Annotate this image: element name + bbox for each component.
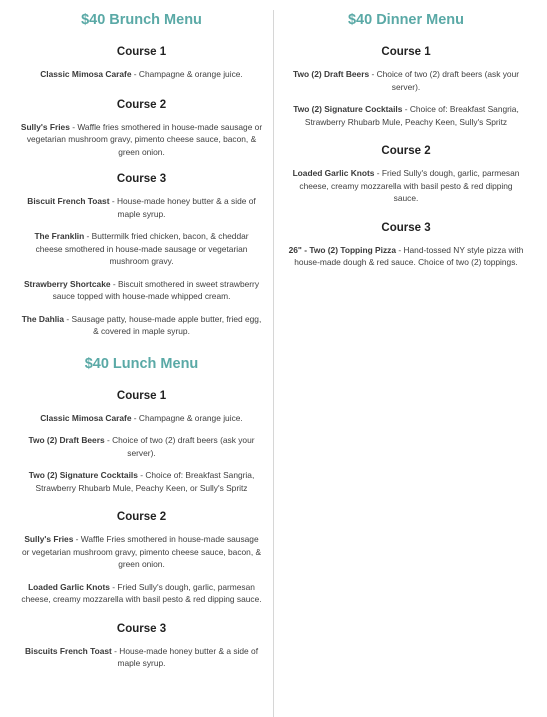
menu-item [20,533,263,571]
lunch-course-3-heading: Course 3 [116,622,167,635]
menu-item [287,244,525,269]
menu-item-name: 26" - Two (2) Topping Pizza [288,244,397,255]
menu-item [287,103,525,128]
menu-item-description: - Waffle fries smothered in house-made sausage or vegetarian mushroom gravy, pimento cheese sauce, bacon, & green onion. [26,121,263,157]
menu-item [20,469,263,494]
dinner-course-1-heading: Course 1 [381,46,431,58]
menu-item-description: - Champagne & orange juice. [131,69,243,79]
left-column [20,0,263,670]
menu-item-description: - Sausage patty, house-made apple butter, fried egg, & covered in maple syrup. [64,313,262,336]
menu-item-name: Classic Mimosa Carafe [40,69,132,79]
menu-item-name: The Dahlia [21,313,65,324]
menu-item-name: Two (2) Draft Beers [28,435,105,445]
menu-item-name: Classic Mimosa Carafe [40,412,132,423]
lunch-course-2-heading: Course 2 [116,511,167,523]
menu-item-name: Two (2) Draft Beers [292,69,370,79]
menu-item [287,68,525,93]
brunch-course-2-heading: Course 2 [116,98,167,111]
menu-item-description: - Fried Sully's dough, garlic, parmesan cheese, creamy mozzarella with basil pesto & red dipping sauce. [21,581,262,604]
lunch-course-1-heading: Course 1 [116,389,167,402]
menu-item-description: - Buttermilk fried chicken, bacon, & cheddar cheese smothered in house-made sausage or vegetarian mushroom gravy. [35,231,249,266]
dinner-menu-title: $40 Dinner Menu [347,12,465,28]
menu-item-name: Loaded Garlic Knots [28,581,110,592]
dinner-course-3-heading: Course 3 [381,221,431,234]
menu-item-description: - Fried Sully's dough, garlic, parmesan cheese, creamy mozzarella with basil pesto & red dipping sauce. [299,168,520,203]
menu-item [20,121,263,159]
menu-item [20,313,263,338]
lunch-menu-title: $40 Lunch Menu [84,355,199,372]
menu-item [20,278,263,303]
brunch-course-1-heading: Course 1 [116,46,167,58]
menu-item [20,68,263,81]
menu-item [20,195,263,220]
menu-item-name: Loaded Garlic Knots [292,168,375,178]
menu-item-name: Biscuits French Toast [24,645,112,656]
menu-item-name: Strawberry Shortcake [23,278,111,289]
menu-item-description: - Waffle Fries smothered in house-made sausage or vegetarian mushroom gravy, pimento cheese sauce, bacon, & green onion. [21,534,262,569]
menu-item-description: - Choice of two (2) draft beers (ask your server). [369,69,520,92]
menu-item-description: - Champagne & orange juice. [131,412,243,423]
brunch-course-3-heading: Course 3 [116,173,167,185]
brunch-menu-title: $40 Brunch Menu [81,12,202,28]
dinner-course-2-heading: Course 2 [381,145,431,157]
menu-item [20,412,263,425]
menu-item-description: - Choice of: Breakfast Sangria, Strawberry Rhubarb Mule, Peachy Keen, Sully's Spritz [304,104,519,127]
menu-item-name: Two (2) Signature Cocktails [28,470,138,480]
menu-item [287,167,525,205]
menu-item [20,230,263,268]
column-divider [273,10,274,717]
menu-item [20,581,263,606]
menu-item-name: Two (2) Signature Cocktails [293,104,403,114]
menu-item-description: - Choice of two (2) draft beers (ask your server). [104,435,255,458]
menu-item-description: - Hand-tossed NY style pizza with house-made dough & red sauce. Choice of two (2) toppings. [294,244,524,267]
menu-item [20,645,263,670]
menu-item [20,434,263,459]
menu-item-name: Sully's Fries [24,534,74,544]
menu-item-description: - House-made honey butter & a side of maple syrup. [109,196,256,219]
menu-item-name: The Franklin [34,231,85,241]
menu-item-description: - House-made honey butter & a side of maple syrup. [111,645,259,668]
menu-item-name: Biscuit French Toast [27,196,110,206]
menu-item-description: - Biscuit smothered in sweet strawberry sauce topped with house-made whipped cream. [52,278,260,301]
menu-item-name: Sully's Fries [20,121,70,132]
right-column [287,0,525,269]
menu-item-description: - Choice of: Breakfast Sangria, Strawberry Rhubarb Mule, Peachy Keen, or Sully's Spritz [35,470,255,493]
